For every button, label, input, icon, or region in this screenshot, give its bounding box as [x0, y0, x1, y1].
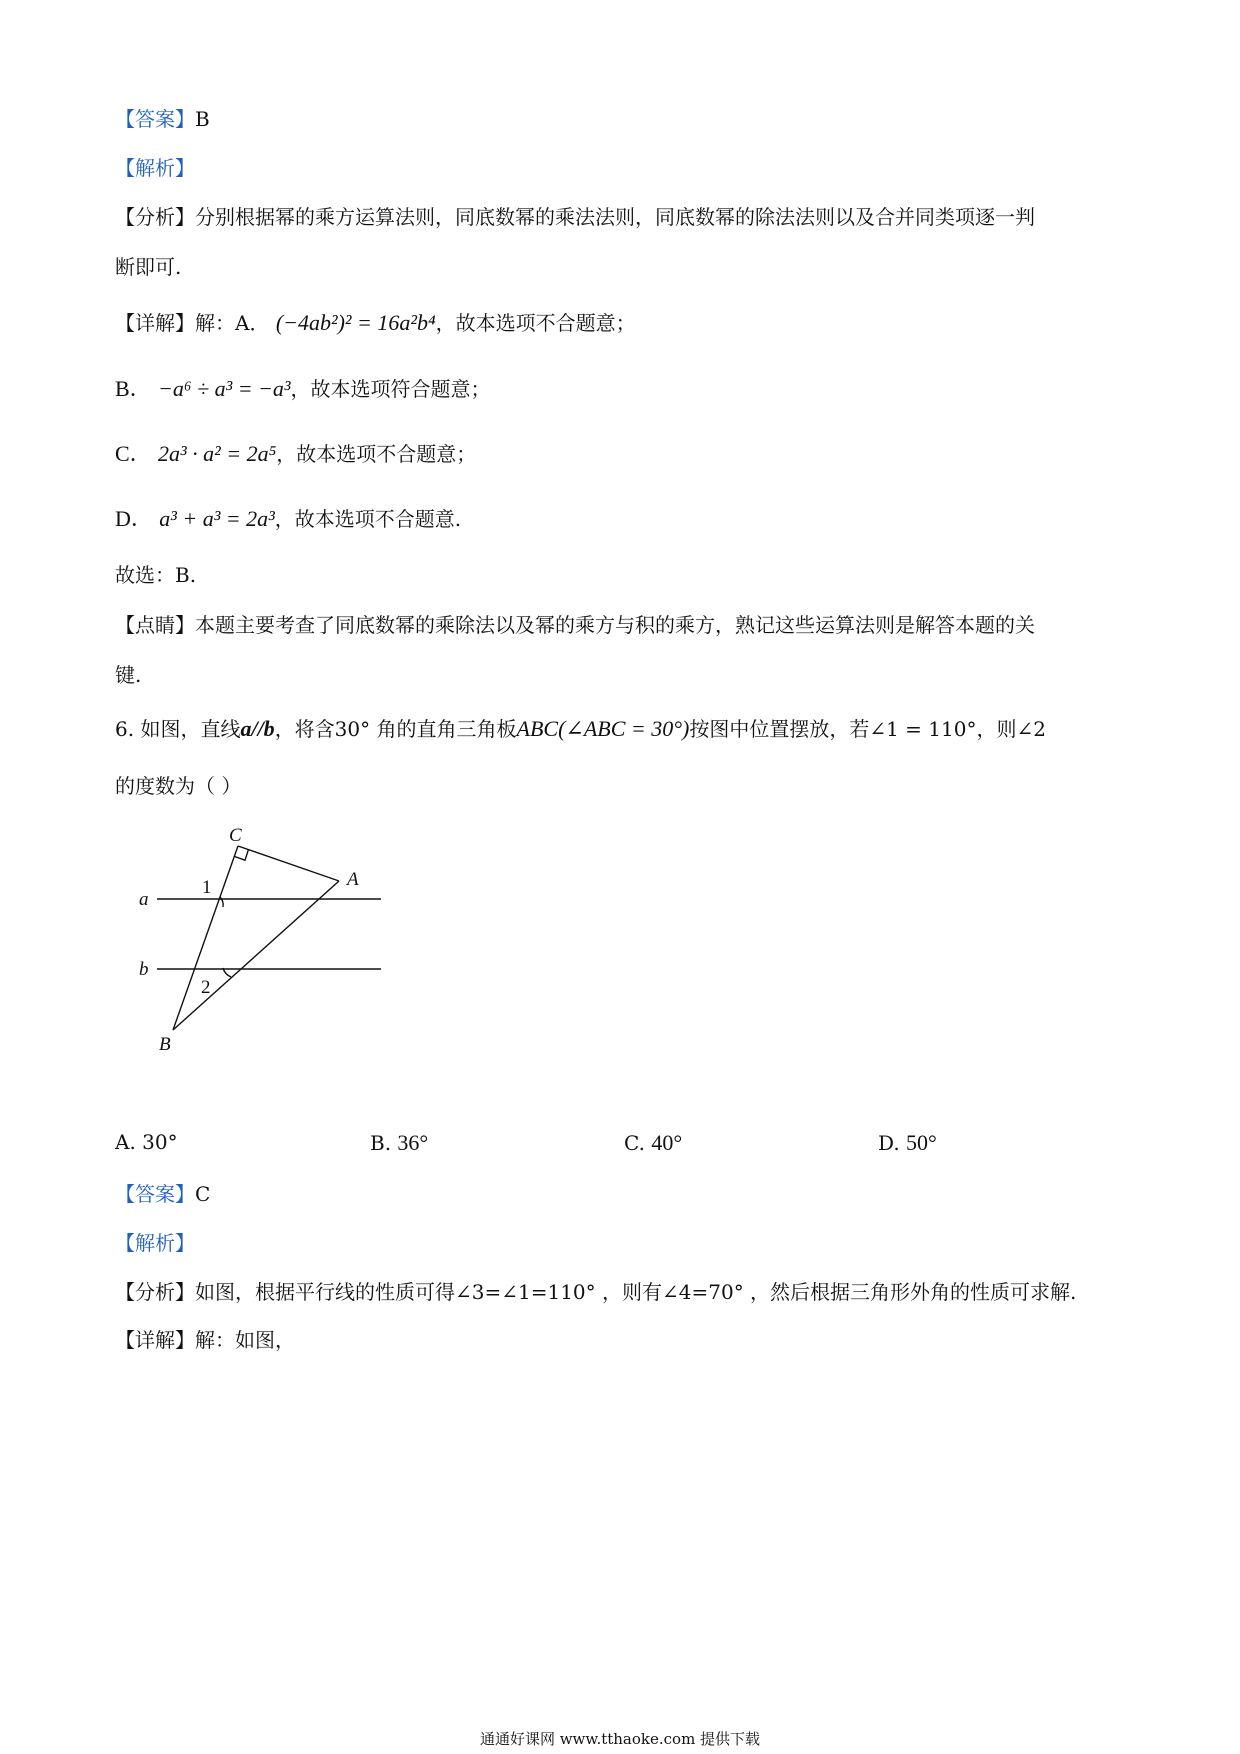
- label-angle-2: 2: [201, 977, 211, 998]
- xiangjie-text: 解：如图，: [195, 1328, 295, 1352]
- opt-b-label: B．: [115, 376, 152, 401]
- q6-condition: (∠ABC = 30°): [558, 716, 690, 741]
- q5-option-d: [115, 505, 461, 533]
- q6-stem-line-2: [115, 772, 241, 800]
- q5-option-b: [115, 375, 491, 403]
- option-label: A.: [115, 1130, 136, 1154]
- opt-b-math: −a⁶ ÷ a³ = −a³: [158, 376, 291, 401]
- opt-a-math: (−4ab²)² = 16a²b⁴: [275, 310, 436, 335]
- dianjing-text: 本题主要考查了同底数幂的乘除法以及幂的乘方与积的乘方，熟记这些运算法则是解答本题的关: [195, 613, 1035, 637]
- side-ab: [173, 881, 339, 1030]
- label-b-point: B: [159, 1034, 171, 1055]
- fenxi-text: 如图，根据平行线的性质可得∠3=∠1=110° ，则有∠4=70° ，然后根据三角形外角的性质可求解.: [195, 1280, 1077, 1304]
- label-c: C: [229, 825, 242, 846]
- fenxi-tag: 【分析】: [115, 205, 195, 229]
- opt-d-math: a³ + a³ = 2a³: [159, 506, 275, 531]
- side-ca: [238, 846, 339, 881]
- opt-c-text: ，故本选项不合题意；: [276, 442, 477, 466]
- fenxi-tag: 【分析】: [115, 1280, 195, 1304]
- answer-tag: 【答案】: [115, 107, 195, 131]
- q6-option-b: [370, 1130, 428, 1156]
- geometry-figure: [125, 825, 395, 1055]
- q6-option-d: [878, 1130, 937, 1156]
- answer-value: B: [195, 107, 210, 131]
- option-value: 50°: [906, 1130, 937, 1155]
- q5-choice: [115, 561, 196, 589]
- xiangjie-tag: 【详解】: [115, 1328, 195, 1352]
- q6-triangle-name: ABC: [516, 716, 559, 741]
- q5-fenxi-line-2: [115, 253, 181, 281]
- label-angle-1: 1: [202, 877, 212, 898]
- xiangjie-prefix: 解：A．: [195, 311, 270, 335]
- choice-text: 故选：B.: [115, 563, 197, 587]
- q6-option-c: [624, 1130, 682, 1156]
- side-cb: [173, 846, 238, 1030]
- opt-c-math: 2a³ · a² = 2a⁵: [158, 441, 277, 466]
- q5-fenxi-line-1: [115, 203, 1035, 231]
- q6-option-a: [115, 1130, 178, 1154]
- q6-answer-line: [115, 1180, 210, 1208]
- dianjing-tag: 【点睛】: [115, 613, 195, 637]
- fenxi-text: 分别根据幂的乘方运算法则，同底数幂的乘法法则，同底数幂的除法法则以及合并同类项逐一判: [195, 205, 1035, 229]
- q6-stem-mid: ，将含30° 角的直角三角板: [274, 717, 517, 741]
- fenxi-text-cont: 断即可.: [115, 255, 182, 279]
- q6-xiangjie-line: [115, 1326, 295, 1354]
- q6-stem-start: 6. 如图，直线: [115, 717, 241, 741]
- answer-value: C: [195, 1182, 211, 1206]
- option-label: D.: [878, 1131, 900, 1155]
- option-label: C.: [624, 1131, 645, 1155]
- answer-tag: 【答案】: [115, 1182, 195, 1206]
- q5-option-c: [115, 440, 476, 468]
- label-line-a: a: [139, 889, 149, 910]
- q6-stem-line-1: [115, 715, 1046, 743]
- q6-fenxi-line: [115, 1278, 1076, 1306]
- page-footer: 通通好课网 www.tthaoke.com 提供下载: [479, 1730, 761, 1748]
- dianjing-text-cont: 键.: [115, 663, 142, 687]
- q5-answer-line: [115, 105, 210, 133]
- option-value: 36°: [397, 1130, 429, 1155]
- option-value: 40°: [651, 1130, 683, 1155]
- q5-dianjing-line-2: [115, 661, 141, 689]
- q6-parallel-ab: a//b: [240, 716, 275, 741]
- opt-d-text: ，故本选项不合题意.: [274, 507, 462, 531]
- q6-analysis-line: [115, 1229, 195, 1257]
- q6-stem-tail: 的度数为（ ）: [115, 774, 242, 798]
- option-value: 30°: [142, 1130, 178, 1154]
- q5-xiangjie-a: [115, 309, 636, 337]
- xiangjie-tag: 【详解】: [115, 311, 195, 335]
- analysis-tag: 【解析】: [115, 156, 195, 180]
- opt-a-text: ，故本选项不合题意；: [435, 311, 636, 335]
- analysis-tag: 【解析】: [115, 1231, 195, 1255]
- opt-d-label: D．: [115, 506, 153, 531]
- q5-dianjing-line-1: [115, 611, 1035, 639]
- label-a-point: A: [347, 869, 359, 890]
- opt-c-label: C．: [115, 441, 152, 466]
- q6-stem-end: 按图中位置摆放，若∠1 = 110°，则∠2: [689, 717, 1046, 741]
- label-line-b: b: [139, 959, 149, 980]
- opt-b-text: ，故本选项符合题意；: [290, 377, 491, 401]
- q5-analysis-line: [115, 154, 195, 182]
- option-label: B.: [370, 1131, 392, 1155]
